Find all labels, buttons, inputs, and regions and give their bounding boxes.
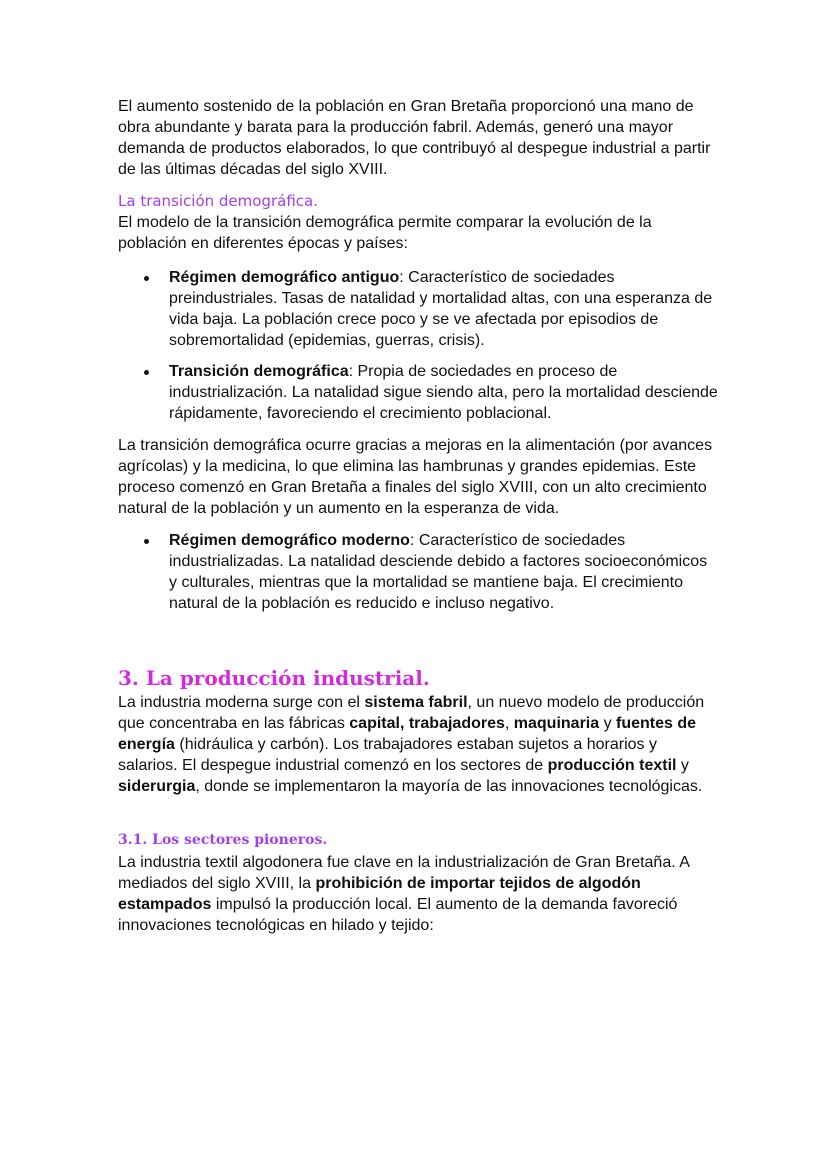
term-old-regime: Régimen demográfico antiguo — [169, 269, 400, 286]
section-3-1-heading: 3.1. Los sectores pioneros. — [118, 832, 328, 848]
section-3-heading: 3. La producción industrial. — [118, 666, 430, 690]
transition-heading: La transición demográfica. — [118, 192, 318, 210]
section-3-1-paragraph: La industria textil algodonera fue clave en la industrialización de Gran Bretaña. A mediados del siglo XVIII, la prohibición de importar tejidos de algodón estampados impulsó la producción local. El aumento de la demanda favoreció innovaciones tecnológicas en hilado y tejido: — [118, 854, 690, 934]
intro-paragraph: El aumento sostenido de la población en Gran Bretaña proporcionó una mano de obra abundante y barata para la producción fabril. Además, generó una mayor demanda de productos elaborados, lo que contribuyó al despegue industrial a partir de las últimas décadas del siglo XVIII. — [118, 98, 711, 178]
regime-list — [118, 267, 718, 424]
term-modern-regime: Régimen demográfico moderno — [169, 532, 410, 549]
term-transition: Transición demográfica — [169, 363, 349, 380]
section-3-paragraph: La industria moderna surge con el sistema fabril, un nuevo modelo de producción que concentraba en las fábricas capital, trabajadores, maquinaria y fuentes de energía (hidráulica y carbón). Los trabajadores estaban sujetos a horarios y salarios. El despegue industrial comenzó en los sectores de producción textil y siderurgia, donde se implementaron la mayoría de las innovaciones tecnológicas. — [118, 694, 705, 795]
list-item-transition — [118, 361, 718, 424]
modern-regime-list — [118, 530, 718, 614]
list-item-modern-regime — [118, 530, 718, 614]
document-page — [118, 96, 718, 936]
desc-modern-regime: : Característico de sociedades industrializadas. La natalidad desciende debido a factores socioeconómicos y culturales, mientras que la mortalidad se mantiene baja. El crecimiento natural de la población es reducido e incluso negativo. — [169, 532, 708, 612]
desc-transition: : Propia de sociedades en proceso de industrialización. La natalidad sigue siendo alta, pero la mortalidad desciende rápidamente, favoreciendo el crecimiento poblacional. — [169, 363, 718, 422]
transition-explanation: La transición demográfica ocurre gracias a mejoras en la alimentación (por avances agrícolas) y la medicina, lo que elimina las hambrunas y grandes epidemias. Este proceso comenzó en Gran Bretaña a finales del siglo XVIII, con un alto crecimiento natural de la población y un aumento en la esperanza de vida. — [118, 437, 713, 517]
transition-intro: El modelo de la transición demográfica permite comparar la evolución de la población en diferentes épocas y países: — [118, 214, 652, 252]
list-item-old-regime — [118, 267, 718, 351]
desc-old-regime: : Característico de sociedades preindustriales. Tasas de natalidad y mortalidad altas, con una esperanza de vida baja. La población crece poco y se ve afectada por episodios de sobremortalidad (epidemias, guerras, crisis). — [169, 269, 713, 349]
